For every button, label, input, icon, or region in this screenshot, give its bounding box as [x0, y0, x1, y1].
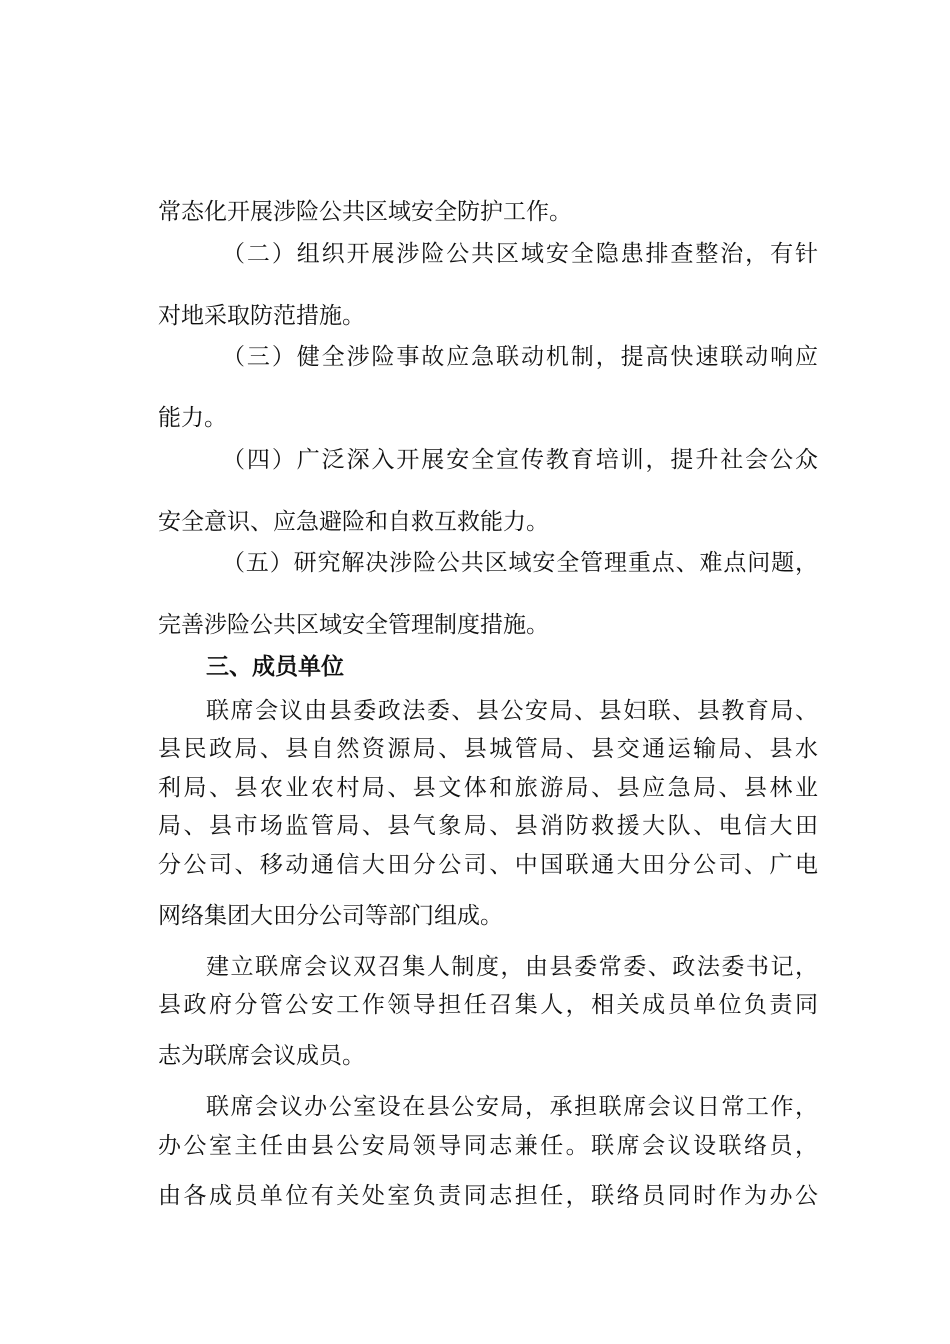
paragraph-line: 局、县市场监管局、县气象局、县消防救援大队、电信大田 — [158, 813, 818, 839]
list-item-4-line-1: （四）广泛深入开展安全宣传教育培训，提升社会公众 — [222, 447, 818, 473]
paragraph-line: 利局、县农业农村局、县文体和旅游局、县应急局、县林业 — [158, 775, 818, 801]
paragraph-line: 联席会议办公室设在县公安局，承担联席会议日常工作， — [206, 1094, 818, 1120]
paragraph-line: 县民政局、县自然资源局、县城管局、县交通运输局、县水 — [158, 736, 818, 762]
paragraph-line: 常态化开展涉险公共区域安全防护工作。 — [158, 199, 572, 225]
list-item-5-line-2: 完善涉险公共区域安全管理制度措施。 — [158, 612, 549, 638]
paragraph-line: 志为联席会议成员。 — [158, 1043, 365, 1069]
paragraph-line: 由各成员单位有关处室负责同志担任，联络员同时作为办公 — [158, 1183, 818, 1209]
section-heading: 三、成员单位 — [206, 654, 344, 680]
paragraph-line: 联席会议由县委政法委、县公安局、县妇联、县教育局、 — [206, 698, 818, 724]
list-item-2-line-1: （二）组织开展涉险公共区域安全隐患排查整治，有针 — [222, 241, 818, 267]
paragraph-line: 办公室主任由县公安局领导同志兼任。联席会议设联络员， — [158, 1133, 818, 1159]
list-item-3-line-2: 能力。 — [158, 405, 227, 431]
list-item-3-line-1: （三）健全涉险事故应急联动机制，提高快速联动响应 — [222, 344, 818, 370]
list-item-5-line-1: （五）研究解决涉险公共区域安全管理重点、难点问题， — [222, 550, 818, 576]
paragraph-line: 建立联席会议双召集人制度，由县委常委、政法委书记， — [206, 954, 818, 980]
list-item-4-line-2: 安全意识、应急避险和自救互救能力。 — [158, 509, 549, 535]
paragraph-line: 网络集团大田分公司等部门组成。 — [158, 903, 503, 929]
paragraph-line: 分公司、移动通信大田分公司、中国联通大田分公司、广电 — [158, 852, 818, 878]
paragraph-line: 县政府分管公安工作领导担任召集人，相关成员单位负责同 — [158, 992, 818, 1018]
list-item-2-line-2: 对地采取防范措施。 — [158, 303, 365, 329]
